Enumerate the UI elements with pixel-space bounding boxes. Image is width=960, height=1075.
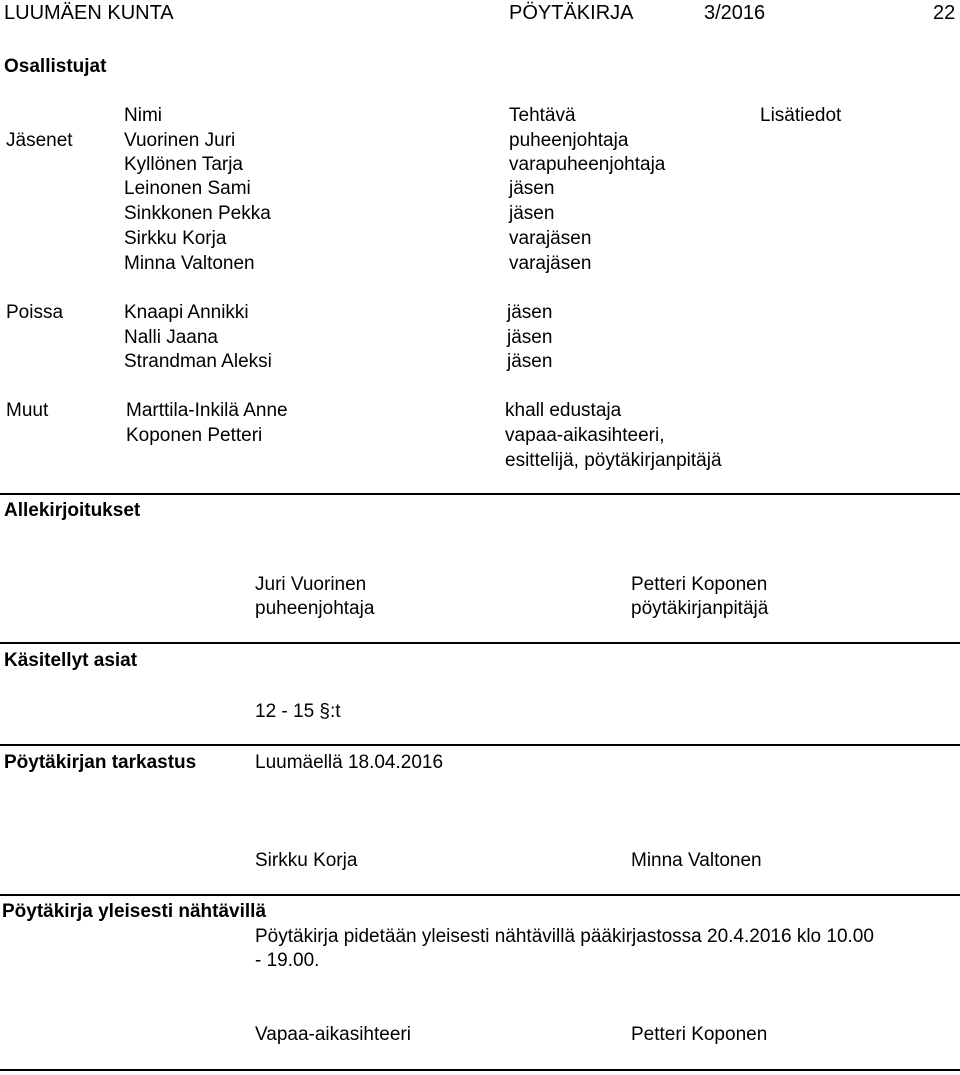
section-divider [0, 744, 960, 746]
participant-name: Koponen Petteri [126, 425, 263, 446]
participant-role: jäsen [509, 203, 555, 224]
handled-items-heading: Käsitellyt asiat [4, 650, 138, 671]
section-divider [0, 642, 960, 644]
participants-heading: Osallistujat [4, 56, 107, 77]
participant-role: jäsen [509, 178, 555, 199]
participant-name: Marttila-Inkilä Anne [126, 400, 288, 421]
participant-role: vapaa-aikasihteeri, [505, 425, 665, 446]
organization-name: LUUMÄEN KUNTA [4, 2, 174, 24]
public-display-heading: Pöytäkirja yleisesti nähtävillä [2, 901, 267, 922]
public-display-text: Pöytäkirja pidetään yleisesti nähtävillä pääkirjastossa 20.4.2016 klo 10.00 [255, 926, 874, 947]
signer-title: pöytäkirjanpitäjä [631, 598, 769, 619]
participant-name: Knaapi Annikki [124, 302, 249, 323]
reviewer-name: Minna Valtonen [631, 850, 762, 871]
others-label: Muut [6, 400, 49, 421]
public-signer-name: Petteri Koponen [631, 1024, 768, 1045]
page-number: 22 [933, 2, 956, 24]
participant-name: Strandman Aleksi [124, 351, 272, 372]
signer-name: Petteri Koponen [631, 574, 768, 595]
document-type: PÖYTÄKIRJA [509, 2, 634, 24]
review-place-date: Luumäellä 18.04.2016 [255, 752, 444, 773]
signer-name: Juri Vuorinen [255, 574, 367, 595]
public-signer-title: Vapaa-aikasihteeri [255, 1024, 411, 1045]
column-role-header: Tehtävä [509, 105, 576, 126]
signatures-heading: Allekirjoitukset [4, 500, 141, 521]
present-label: Jäsenet [6, 130, 73, 151]
absent-label: Poissa [6, 302, 64, 323]
participant-name: Minna Valtonen [124, 253, 255, 274]
participant-role: puheenjohtaja [509, 130, 629, 151]
section-divider [0, 894, 960, 896]
participant-role: varapuheenjohtaja [509, 154, 666, 175]
participant-role-continued: esittelijä, pöytäkirjanpitäjä [505, 450, 722, 471]
participant-role: jäsen [507, 302, 553, 323]
participant-role: jäsen [507, 351, 553, 372]
column-info-header: Lisätiedot [760, 105, 842, 126]
participant-name: Leinonen Sami [124, 178, 251, 199]
participant-name: Kyllönen Tarja [124, 154, 244, 175]
participant-role: jäsen [507, 327, 553, 348]
reviewer-name: Sirkku Korja [255, 850, 358, 871]
review-heading: Pöytäkirjan tarkastus [4, 752, 197, 773]
participant-role: varajäsen [509, 228, 592, 249]
participant-name: Sirkku Korja [124, 228, 227, 249]
column-name-header: Nimi [124, 105, 162, 126]
public-display-text-continued: - 19.00. [255, 950, 320, 971]
participant-name: Nalli Jaana [124, 327, 218, 348]
section-divider [0, 1069, 960, 1071]
participant-role: khall edustaja [505, 400, 622, 421]
participant-name: Vuorinen Juri [124, 130, 236, 151]
participant-role: varajäsen [509, 253, 592, 274]
section-divider [0, 493, 960, 495]
handled-items-value: 12 - 15 §:t [255, 701, 341, 722]
document-number: 3/2016 [704, 2, 766, 24]
signer-title: puheenjohtaja [255, 598, 375, 619]
participant-name: Sinkkonen Pekka [124, 203, 271, 224]
